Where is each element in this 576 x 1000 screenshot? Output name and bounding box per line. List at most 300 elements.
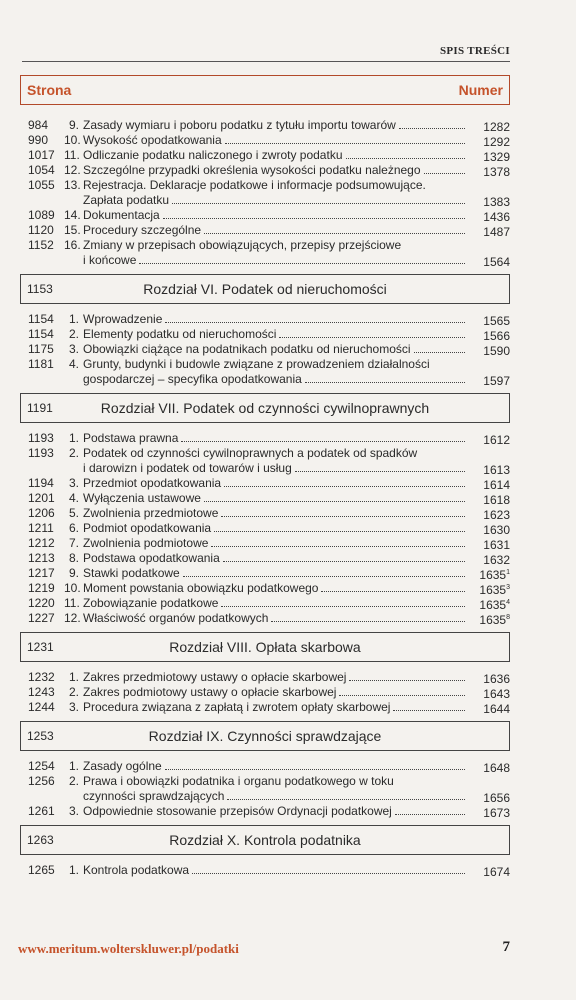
entry-title-line: [83, 759, 468, 774]
entry-title-line: [83, 536, 468, 551]
entry-number: 1.: [68, 863, 79, 877]
dot-leader: [139, 263, 465, 264]
entry-title: [83, 148, 468, 163]
entry-title-line: [83, 118, 468, 133]
dot-leader: [221, 516, 465, 517]
entry-strona: 1232: [28, 670, 55, 684]
entry-title-text: czynności sprawdzających: [83, 789, 225, 803]
entry-page-number: [468, 225, 510, 240]
entry-title-line: [83, 506, 468, 521]
entry-title-line: [83, 685, 468, 700]
entry-page-number: [468, 493, 510, 508]
entry-title-text: Procedury szczególne: [83, 223, 202, 237]
entry-title-text: Wprowadzenie: [83, 312, 163, 326]
chapter-heading: [20, 721, 510, 751]
entry-title: [83, 327, 468, 342]
entry-title-text: i końcowe: [83, 253, 137, 267]
entry-strona: 1055: [28, 178, 55, 192]
toc-entry: [20, 342, 510, 357]
entry-title-line: Podatek od czynności cywilnoprawnych a podatek od spadków: [83, 446, 418, 460]
entry-page-value: 1282: [483, 120, 510, 134]
toc-entry: [20, 566, 510, 581]
entry-title-text: gospodarczej – specyfika opodatkowania: [83, 372, 302, 386]
entry-page-number: [468, 478, 510, 493]
entry-strona: 1089: [28, 208, 55, 222]
entry-page-number: [468, 791, 510, 806]
entry-page-value: 1656: [483, 791, 510, 805]
entry-page-value: 1597: [483, 374, 510, 388]
entry-page-value: 1378: [483, 165, 510, 179]
chapter-title: Rozdział VI. Podatek od nieruchomości: [143, 281, 387, 297]
dot-leader: [271, 621, 465, 622]
entry-title: [83, 223, 468, 238]
entry-title-line: [83, 372, 468, 387]
entry-title: [83, 163, 468, 178]
entry-number: 11.: [64, 596, 80, 610]
entry-title: [83, 536, 468, 551]
entry-title-line: [83, 461, 468, 476]
entry-number: 3.: [68, 476, 79, 490]
dot-leader: [414, 352, 465, 353]
chapter-heading: [20, 825, 510, 855]
entry-title-line: [83, 148, 468, 163]
entry-title-line: [83, 327, 468, 342]
entry-number: 3.: [68, 700, 79, 714]
entry-title-line: [83, 133, 468, 148]
entry-page-number: [468, 344, 510, 359]
dot-leader: [221, 606, 465, 607]
column-header-strona: Strona: [27, 82, 72, 98]
entry-title-text: Zakres przedmiotowy ustawy o opłacie skarbowej: [83, 670, 347, 684]
entry-title-text: Odpowiednie stosowanie przepisów Ordynacji podatkowej: [83, 804, 392, 818]
toc-entry: [20, 327, 510, 342]
entry-title: [83, 342, 468, 357]
entry-number: 12.: [64, 611, 81, 625]
dot-leader: [223, 561, 465, 562]
entry-title: [83, 863, 468, 878]
entry-page-value: 1644: [483, 702, 510, 716]
entry-title: [83, 133, 468, 148]
entry-title: [83, 700, 468, 715]
entry-number: 10.: [64, 133, 81, 147]
entry-page-superscript: 3: [506, 584, 510, 591]
entry-page-value: 1614: [483, 478, 510, 492]
entry-title: [83, 804, 468, 819]
toc-entry: [20, 596, 510, 611]
toc-entry: [20, 312, 510, 327]
entry-number: 5.: [68, 506, 79, 520]
entry-title-line: [83, 521, 468, 536]
entry-page-value: 1329: [483, 150, 510, 164]
entry-page-value: 1566: [483, 329, 510, 343]
entry-title: [83, 670, 468, 685]
dot-leader: [204, 501, 465, 502]
entry-title-text: Zapłata podatku: [83, 193, 170, 207]
entry-strona: 1261: [28, 804, 55, 818]
entry-page-number: [468, 165, 510, 180]
entry-title: [83, 506, 468, 521]
dot-leader: [393, 710, 465, 711]
entry-page-number: [468, 538, 510, 553]
entry-number: 12.: [64, 163, 81, 177]
toc-entry: [20, 148, 510, 163]
dot-leader: [204, 233, 465, 234]
table-of-contents: [20, 118, 510, 878]
entry-title-line: [83, 789, 468, 804]
entry-number: 1.: [68, 670, 79, 684]
dot-leader: [181, 441, 465, 442]
entry-page-number: [468, 150, 510, 165]
toc-entry: [20, 774, 510, 804]
entry-number: 9.: [68, 118, 79, 132]
entry-page-number: [468, 687, 510, 702]
entry-strona: 1220: [28, 596, 55, 610]
toc-entry: [20, 685, 510, 700]
entry-page-number: [468, 195, 510, 210]
toc-entry: [20, 611, 510, 626]
entry-page-number: [468, 568, 510, 583]
entry-page-value: 1648: [483, 761, 510, 775]
entry-number: 8.: [68, 551, 79, 565]
entry-number: 1.: [68, 431, 79, 445]
chapter-strona: 1263: [27, 833, 54, 847]
entry-strona: 1194: [28, 476, 54, 490]
entry-strona: 1154: [28, 312, 54, 326]
entry-title: [83, 446, 468, 476]
chapter-strona: 1253: [27, 729, 54, 743]
dot-leader: [424, 173, 465, 174]
entry-strona: 1244: [28, 700, 55, 714]
entry-title-line: [83, 193, 468, 208]
dot-leader: [321, 591, 465, 592]
entry-strona: 1227: [28, 611, 55, 625]
toc-entry: [20, 163, 510, 178]
toc-entry: [20, 521, 510, 536]
entry-strona: 1193: [28, 431, 54, 445]
dot-leader: [224, 486, 465, 487]
entry-number: 7.: [68, 536, 79, 550]
entry-title-text: Procedura związana z zapłatą i zwrotem opłaty skarbowej: [83, 700, 391, 714]
entry-title-text: Zobowiązanie podatkowe: [83, 596, 219, 610]
entry-strona: 1243: [28, 685, 55, 699]
entry-page-number: [468, 463, 510, 478]
entry-strona: 1217: [28, 566, 55, 580]
entry-title-line: [83, 223, 468, 238]
entry-title: [83, 238, 468, 268]
entry-title: [83, 178, 468, 208]
entry-title-line: [83, 163, 468, 178]
entry-page-value: 1635: [479, 613, 507, 627]
dot-leader: [165, 769, 465, 770]
toc-entry: [20, 491, 510, 506]
toc-entry: [20, 223, 510, 238]
toc-entry: [20, 804, 510, 819]
entry-title-text: Kontrola podatkowa: [83, 863, 190, 877]
entry-page-number: [468, 865, 510, 880]
dot-leader: [211, 546, 465, 547]
entry-number: 13.: [64, 178, 81, 192]
entry-strona: 984: [28, 118, 49, 132]
toc-entry: [20, 118, 510, 133]
entry-page-value: 1674: [483, 865, 510, 879]
entry-page-value: 1636: [483, 672, 510, 686]
toc-entry: [20, 581, 510, 596]
entry-title-text: Elementy podatku od nieruchomości: [83, 327, 277, 341]
entry-number: 2.: [68, 327, 79, 341]
entry-page-value: 1565: [483, 314, 510, 328]
entry-page-value: 1635: [479, 598, 507, 612]
toc-entry: [20, 700, 510, 715]
entry-strona: 1152: [28, 238, 54, 252]
entry-number: 3.: [68, 804, 79, 818]
entry-strona: 1206: [28, 506, 55, 520]
entry-page-number: [468, 329, 510, 344]
dot-leader: [183, 576, 465, 577]
entry-title: [83, 357, 468, 387]
toc-entry: [20, 863, 510, 878]
entry-title-line: [83, 491, 468, 506]
entry-title: [83, 431, 468, 446]
entry-title-text: Szczególne przypadki określenia wysokości podatku należnego: [83, 163, 421, 177]
entry-page-number: [468, 806, 510, 821]
entry-page-number: [468, 135, 510, 150]
entry-title-line: [83, 476, 468, 491]
dot-leader: [214, 531, 465, 532]
entry-title-text: Podstawa opodatkowania: [83, 551, 220, 565]
entry-page-value: 1564: [483, 255, 510, 269]
chapter-strona: 1153: [27, 282, 53, 296]
entry-strona: 1054: [28, 163, 55, 177]
toc-entry: [20, 208, 510, 223]
entry-title: [83, 208, 468, 223]
entry-title-line: Grunty, budynki i budowle związane z prowadzeniem działalności: [83, 357, 430, 371]
entry-strona: 1154: [28, 327, 54, 341]
column-header-bar: [20, 75, 510, 105]
entry-title-text: i darowizn i podatek od towarów i usług: [83, 461, 292, 475]
entry-title-line: [83, 804, 468, 819]
chapter-title: Rozdział VIII. Opłata skarbowa: [169, 639, 361, 655]
entry-strona: 1212: [28, 536, 55, 550]
entry-title: [83, 476, 468, 491]
entry-strona: 1213: [28, 551, 55, 565]
entry-page-value: 1436: [483, 210, 510, 224]
entry-title-text: Wyłączenia ustawowe: [83, 491, 201, 505]
entry-page-number: [468, 374, 510, 389]
entry-title-text: Zakres podmiotowy ustawy o opłacie skarbowej: [83, 685, 337, 699]
chapter-title: Rozdział VII. Podatek od czynności cywilnoprawnych: [100, 400, 430, 416]
entry-number: 2.: [68, 446, 79, 460]
entry-title-line: [83, 253, 468, 268]
entry-title: [83, 581, 468, 596]
entry-strona: 1017: [28, 148, 55, 162]
chapter-title: Rozdział X. Kontrola podatnika: [169, 832, 361, 848]
entry-number: 14.: [64, 208, 81, 222]
entry-title-text: Stawki podatkowe: [83, 566, 180, 580]
entry-strona: 1256: [28, 774, 55, 788]
entry-title-text: Obowiązki ciążące na podatnikach podatku od nieruchomości: [83, 342, 411, 356]
entry-page-value: 1630: [483, 523, 510, 537]
entry-strona: 1219: [28, 581, 55, 595]
entry-title-line: [83, 611, 468, 626]
entry-page-value: 1643: [483, 687, 510, 701]
toc-entry: [20, 431, 510, 446]
dot-leader: [227, 799, 465, 800]
chapter-heading: [20, 632, 510, 662]
dot-leader: [305, 382, 465, 383]
entry-title-text: Podmiot opodatkowania: [83, 521, 212, 535]
entry-title-text: Zasady ogólne: [83, 759, 162, 773]
entry-title-line: [83, 342, 468, 357]
page-number: 7: [502, 939, 510, 955]
entry-number: 6.: [68, 521, 79, 535]
entry-number: 3.: [68, 342, 79, 356]
chapter-strona: 1191: [27, 401, 53, 415]
entry-number: 4.: [68, 491, 79, 505]
entry-page-value: 1618: [483, 493, 510, 507]
entry-number: 10.: [64, 581, 81, 595]
entry-title-text: Zwolnienia podmiotowe: [83, 536, 209, 550]
column-header-numer: Numer: [458, 82, 503, 98]
entry-title-line: [83, 581, 468, 596]
entry-page-value: 1590: [483, 344, 510, 358]
entry-number: 15.: [64, 223, 81, 237]
entry-strona: 1175: [28, 342, 54, 356]
dot-leader: [346, 158, 466, 159]
entry-page-value: 1635: [479, 568, 507, 582]
entry-number: 9.: [68, 566, 79, 580]
entry-page-value: 1487: [483, 225, 510, 239]
entry-number: 1.: [68, 759, 79, 773]
entry-strona: 1120: [28, 223, 54, 237]
dot-leader: [192, 873, 465, 874]
entry-title: [83, 611, 468, 626]
chapter-title: Rozdział IX. Czynności sprawdzające: [148, 728, 382, 744]
entry-title-text: Wysokość opodatkowania: [83, 133, 222, 147]
entry-number: 11.: [64, 148, 80, 162]
entry-strona: 990: [28, 133, 49, 147]
toc-entry: [20, 506, 510, 521]
entry-page-number: [468, 210, 510, 225]
entry-number: 4.: [68, 357, 79, 371]
entry-page-superscript: 4: [506, 599, 510, 606]
dot-leader: [163, 218, 465, 219]
entry-title-text: Podstawa prawna: [83, 431, 179, 445]
chapter-heading: [20, 274, 510, 304]
entry-title: [83, 596, 468, 611]
entry-title-line: [83, 596, 468, 611]
entry-title-text: Moment powstania obowiązku podatkowego: [83, 581, 319, 595]
entry-page-superscript: 1: [506, 569, 510, 576]
entry-title-line: [83, 551, 468, 566]
entry-number: 16.: [64, 238, 81, 252]
toc-entry: [20, 759, 510, 774]
entry-page-number: [468, 761, 510, 776]
toc-entry: [20, 446, 510, 476]
toc-entry: [20, 670, 510, 685]
dot-leader: [165, 322, 465, 323]
entry-title-line: [83, 431, 468, 446]
entry-title-text: Zasady wymiaru i poboru podatku z tytułu importu towarów: [83, 118, 396, 132]
entry-page-number: [468, 583, 510, 598]
entry-page-value: 1635: [479, 583, 507, 597]
dot-leader: [279, 337, 465, 338]
entry-page-number: [468, 613, 510, 628]
dot-leader: [349, 680, 465, 681]
entry-page-number: [468, 120, 510, 135]
entry-title-line: Prawa i obowiązki podatnika i organu podatkowego w toku: [83, 774, 394, 788]
entry-page-number: [468, 433, 510, 448]
entry-title: [83, 521, 468, 536]
entry-title: [83, 551, 468, 566]
entry-title-text: Dokumentacja: [83, 208, 160, 222]
dot-leader: [172, 203, 465, 204]
entry-page-number: [468, 672, 510, 687]
entry-strona: 1201: [28, 491, 55, 505]
toc-entry: [20, 357, 510, 387]
dot-leader: [395, 814, 465, 815]
footer-url: www.meritum.wolterskluwer.pl/podatki: [18, 941, 239, 956]
chapter-heading: [20, 393, 510, 423]
entry-page-value: 1292: [483, 135, 510, 149]
entry-title-line: [83, 312, 468, 327]
entry-title-line: [83, 700, 468, 715]
entry-title-line: [83, 863, 468, 878]
entry-strona: 1254: [28, 759, 55, 773]
entry-strona: 1181: [28, 357, 54, 371]
toc-entry: [20, 551, 510, 566]
chapter-strona: 1231: [27, 640, 54, 654]
running-header: SPIS TREŚCI: [439, 45, 510, 57]
entry-page-value: 1673: [483, 806, 510, 820]
entry-page-number: [468, 508, 510, 523]
entry-page-superscript: 8: [506, 614, 510, 621]
entry-number: 2.: [68, 774, 79, 788]
entry-title: [83, 312, 468, 327]
entry-page-value: 1613: [483, 463, 510, 477]
entry-page-value: 1631: [483, 538, 510, 552]
entry-title: [83, 566, 468, 581]
entry-page-number: [468, 255, 510, 270]
entry-page-number: [468, 314, 510, 329]
entry-title: [83, 118, 468, 133]
entry-title-line: Zmiany w przepisach obowiązujących, przepisy przejściowe: [83, 238, 402, 252]
toc-entry: [20, 178, 510, 208]
entry-strona: 1265: [28, 863, 55, 877]
entry-title-line: [83, 208, 468, 223]
entry-page-value: 1632: [483, 553, 510, 567]
entry-title-text: Przedmiot opodatkowania: [83, 476, 222, 490]
entry-title: [83, 774, 468, 804]
entry-strona: 1211: [28, 521, 54, 535]
entry-page-value: 1623: [483, 508, 510, 522]
toc-entry: [20, 133, 510, 148]
entry-page-number: [468, 598, 510, 613]
entry-title-text: Odliczanie podatku naliczonego i zwroty podatku: [83, 148, 343, 162]
toc-entry: [20, 536, 510, 551]
entry-title: [83, 759, 468, 774]
toc-entry: [20, 238, 510, 268]
entry-page-value: 1383: [483, 195, 510, 209]
entry-title: [83, 685, 468, 700]
entry-number: 2.: [68, 685, 79, 699]
entry-title-line: Rejestracja. Deklaracje podatkowe i informacje podsumowujące.: [83, 178, 426, 192]
entry-page-number: [468, 553, 510, 568]
entry-page-number: [468, 702, 510, 717]
toc-entry: [20, 476, 510, 491]
dot-leader: [225, 143, 465, 144]
header-rule: [22, 61, 510, 62]
entry-strona: 1193: [28, 446, 54, 460]
